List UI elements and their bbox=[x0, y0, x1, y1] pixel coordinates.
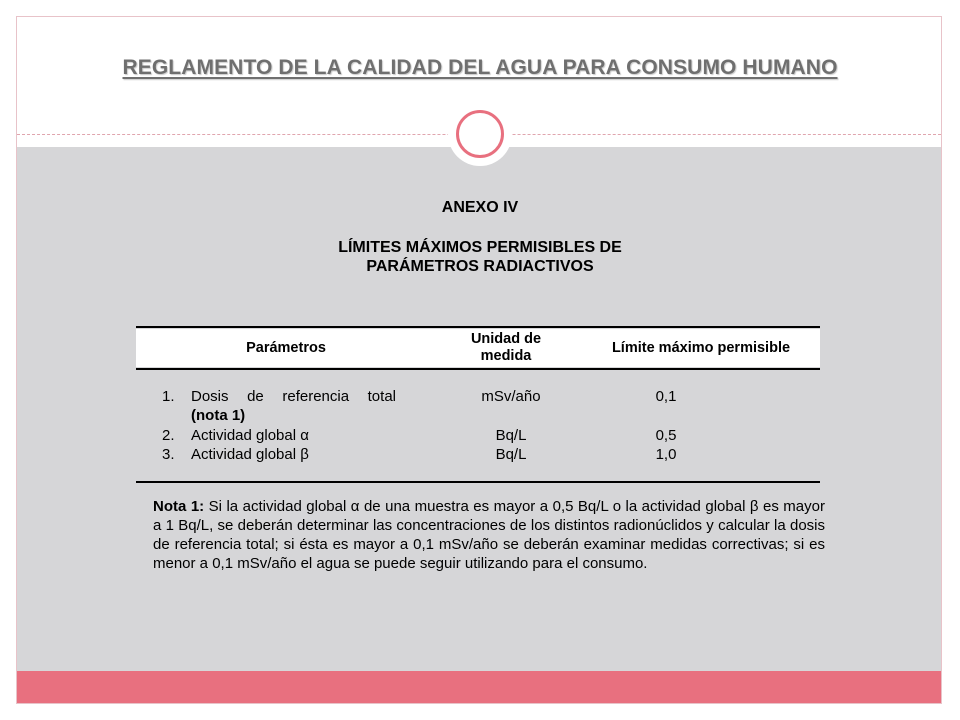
param-word-1: Dosis bbox=[191, 388, 229, 405]
table-header-rule bbox=[136, 368, 820, 370]
footer-band bbox=[17, 671, 941, 703]
document-heading bbox=[0, 238, 960, 276]
row-unit: Bq/L bbox=[495, 427, 527, 444]
param-word-4: total bbox=[367, 388, 396, 405]
table-bottom-rule bbox=[136, 481, 820, 483]
row-limit: 0,5 bbox=[655, 427, 677, 444]
row-parameter bbox=[191, 388, 396, 405]
header-unit-line-1: Unidad de bbox=[470, 331, 542, 347]
row-parameter: Actividad global α bbox=[191, 427, 309, 444]
annex-title: ANEXO IV bbox=[441, 199, 519, 216]
row-parameter: Actividad global β bbox=[191, 446, 309, 463]
header-unit-line-2: medida bbox=[480, 348, 532, 364]
row-limit: 0,1 bbox=[655, 388, 677, 405]
heading-line-1: LÍMITES MÁXIMOS PERMISIBLES DE bbox=[338, 239, 622, 256]
heading-line-2: PARÁMETROS RADIACTIVOS bbox=[366, 258, 594, 275]
param-word-3: referencia bbox=[282, 388, 350, 405]
table-top-rule bbox=[136, 326, 820, 328]
row-number: 1. bbox=[162, 388, 175, 405]
header-limit: Límite máximo permisible bbox=[611, 340, 791, 356]
content-panel bbox=[17, 147, 941, 671]
header-unit bbox=[426, 331, 586, 365]
footnote-text: Si la actividad global α de una muestra es mayor a 0,5 Bq/L o la actividad global β es mayor a 1 Bq/L, se deberán determinar las concentraciones de los distintos radionúclidos y calcular la dosis de referencia total; si ésta es mayor a 0,1 mSv/año se deberán examinar medidas correctivas; si es menor a 0,1 mSv/año el agua se puede seguir utilizando para el consumo. bbox=[153, 498, 825, 572]
ring-icon bbox=[456, 110, 504, 158]
param-word-2: de bbox=[247, 388, 264, 405]
row-number: 3. bbox=[162, 446, 175, 463]
header-parameters: Parámetros bbox=[246, 340, 326, 356]
row-limit: 1,0 bbox=[655, 446, 677, 463]
row-parameter-note: (nota 1) bbox=[191, 407, 246, 424]
row-unit: mSv/año bbox=[481, 388, 541, 405]
footnote-label: Nota 1: bbox=[153, 498, 205, 515]
row-unit: Bq/L bbox=[495, 446, 527, 463]
table-header bbox=[136, 329, 820, 367]
row-number: 2. bbox=[162, 427, 175, 444]
footnote bbox=[153, 497, 825, 573]
slide-title: REGLAMENTO DE LA CALIDAD DEL AGUA PARA CONSUMO HUMANO bbox=[122, 56, 838, 79]
